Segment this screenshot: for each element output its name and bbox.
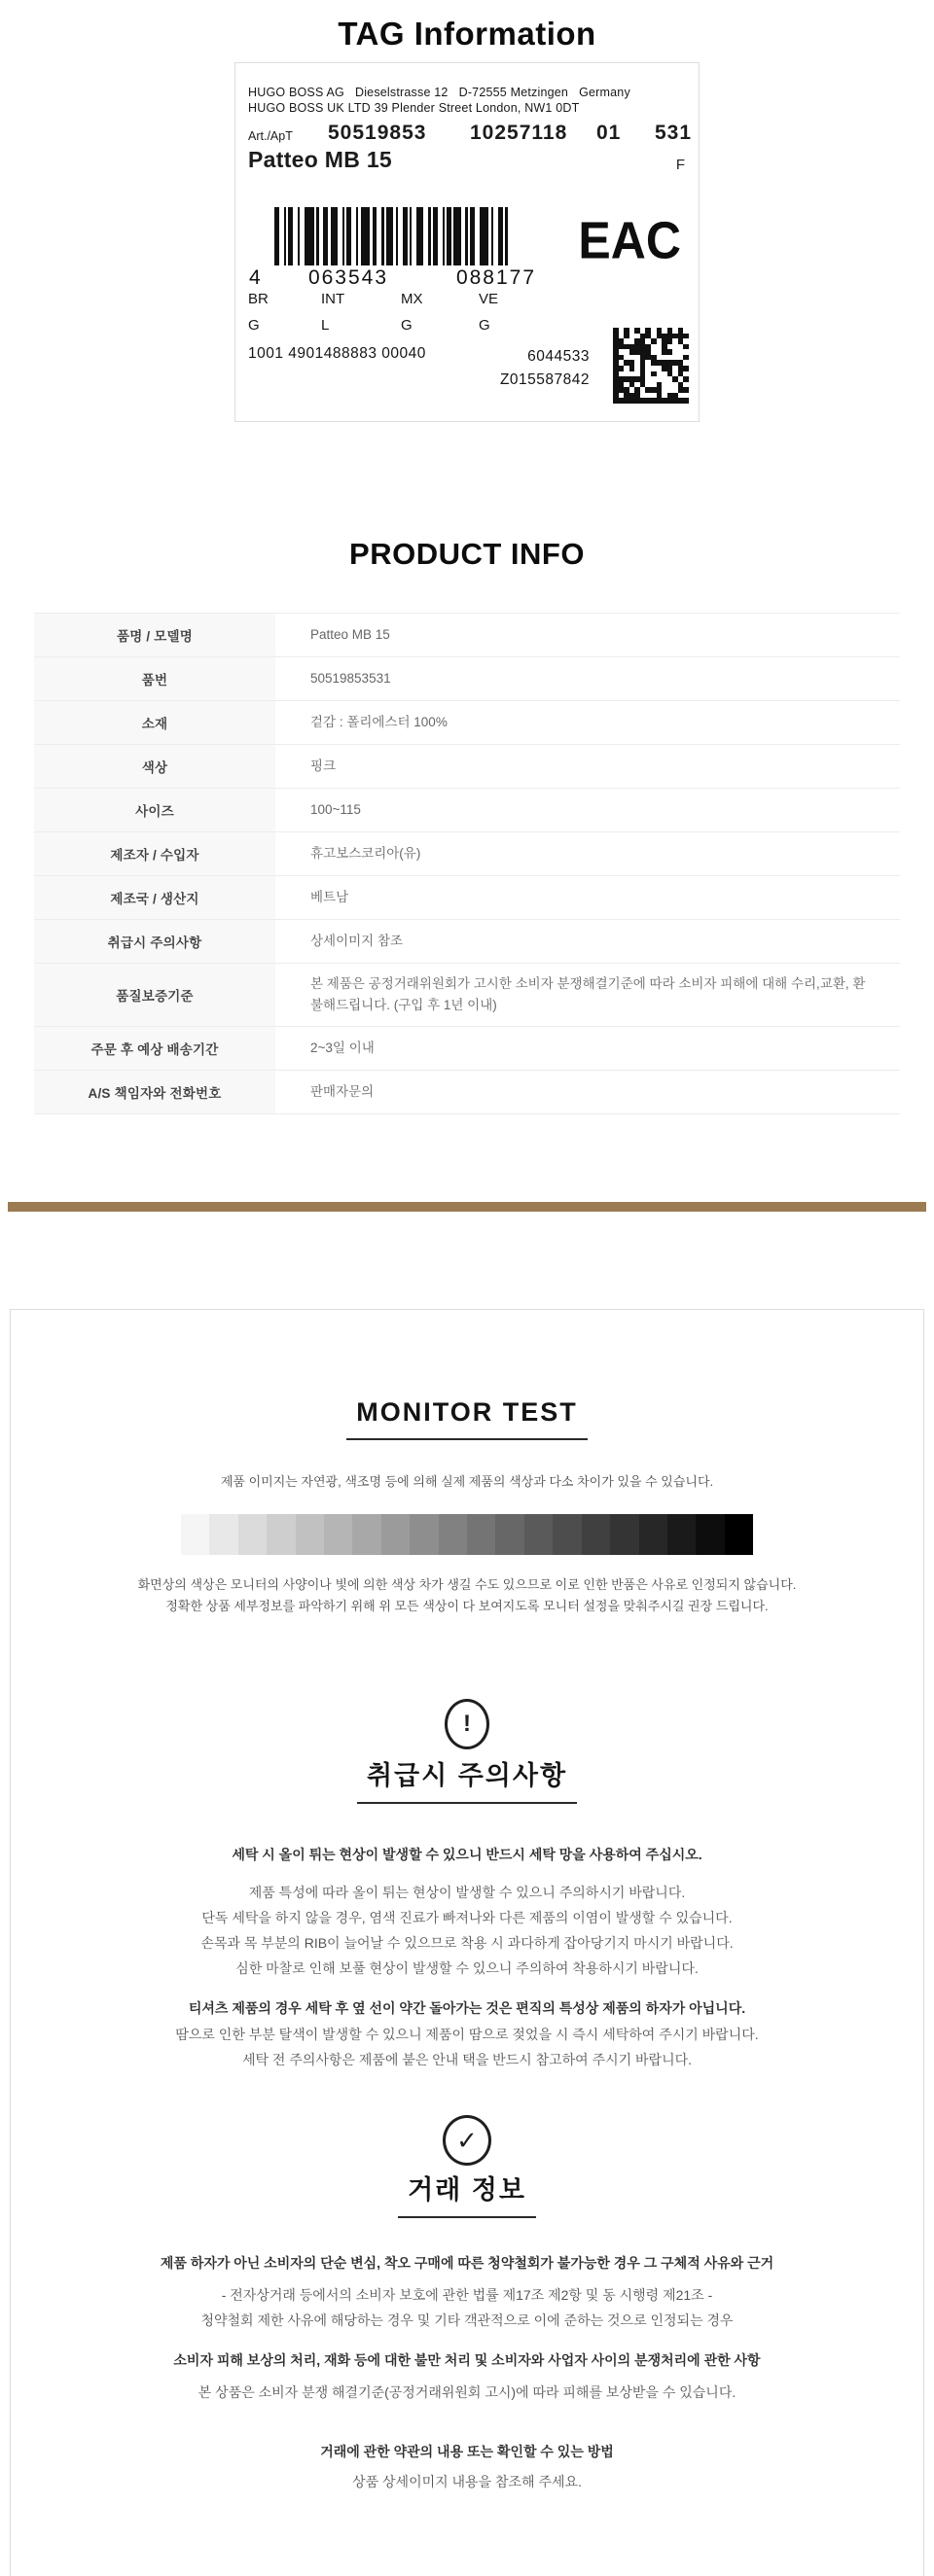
art-number-3: 01 [596, 122, 622, 144]
model-name: Patteo MB 15 [248, 147, 393, 172]
size-grid-header: BR [248, 291, 269, 307]
tag-bottom-right-numbers [500, 345, 590, 392]
row-value: 핑크 [310, 758, 337, 773]
care-line: 제품 특성에 따라 올이 튀는 현상이 발생할 수 있으니 주의하시기 바랍니다. [248, 1885, 686, 1900]
size-grid-value: G [248, 317, 260, 334]
check-icon: ✓ [443, 2115, 491, 2166]
care-lead: 세탁 시 올이 튀는 현상이 발생할 수 있으니 반드시 세탁 망을 사용하여 주십시오. [232, 1847, 702, 1862]
monitor-intro: 제품 이미지는 자연광, 색조명 등에 의해 실제 제품의 색상과 다소 차이가 있을 수 있습니다. [220, 1474, 714, 1489]
trade-heading: 소비자 피해 보상의 처리, 재화 등에 대한 불만 처리 및 소비자와 사업자 사이의 분쟁처리에 관한 사항 [173, 2352, 761, 2368]
row-value: 베트남 [310, 889, 349, 904]
size-letter: F [675, 157, 685, 173]
row-value: Patteo MB 15 [310, 626, 390, 642]
hang-tag [234, 62, 700, 422]
table-row [34, 1071, 900, 1114]
art-number-2: 10257118 [470, 122, 568, 144]
row-label: A/S 책임자와 전화번호 [34, 1071, 275, 1113]
trade-heading: 거래에 관한 약관의 내용 또는 확인할 수 있는 방법 [320, 2444, 614, 2459]
care-line: 세탁 전 주의사항은 제품에 붙은 안내 택을 반드시 참고하여 주시기 바랍니다. [241, 2052, 693, 2067]
tag-information-title: TAG Information [338, 16, 596, 52]
row-label: 품명 / 모델명 [34, 614, 275, 656]
art-label: Art./ApT [248, 129, 293, 143]
eac-logo: EAC [578, 210, 681, 270]
care-line: 땀으로 인한 부분 탈색이 발생할 수 있으니 제품이 땀으로 젖었을 시 즉시 세탁하여 주시기 바랍니다. [175, 2027, 759, 2042]
trade-line: 청약철회 제한 사유에 해당하는 경우 및 기타 객관적으로 이에 준하는 것으로 인정되는 경우 [200, 2312, 734, 2328]
barcode-group-2: 088177 [455, 266, 537, 289]
size-grid-value: G [401, 317, 413, 334]
row-value: 휴고보스코리아(유) [310, 845, 421, 861]
monitor-note-2: 정확한 상품 세부정보를 파악하기 위해 위 모든 색상이 다 보여지도록 모니터 설정을 맞춰주시길 권장 드립니다. [165, 1599, 769, 1613]
trade-line: 상품 상세이미지 내용을 참조해 주세요. [352, 2474, 582, 2489]
art-number-4: 531 [655, 122, 693, 144]
care-lead-2: 티셔츠 제품의 경우 세탁 후 옆 선이 약간 돌아가는 것은 편직의 특성상 제품의 하자가 아닙니다. [188, 2000, 746, 2016]
barcode-group-1: 063543 [307, 266, 389, 289]
art-number-1: 50519853 [328, 122, 427, 144]
table-row [34, 657, 900, 701]
row-value: 본 제품은 공정거래위원회가 고시한 소비자 분쟁해결기준에 따라 소비자 피해에 대해 수리,교환, 환불해드립니다. (구입 후 1년 이내) [310, 975, 866, 1012]
size-grid-value: L [321, 317, 330, 334]
table-row [34, 701, 900, 745]
row-value: 상세이미지 참조 [310, 933, 404, 948]
row-label: 품번 [34, 657, 275, 700]
size-grid-header: MX [401, 291, 423, 307]
trade-heading: 제품 하자가 아닌 소비자의 단순 변심, 착오 구매에 따른 청약철회가 불가능한 경우 그 구체적 사유와 근거 [160, 2255, 774, 2271]
table-row [34, 964, 900, 1027]
info-panel [10, 1309, 924, 2576]
tag-right-number-1: 6044533 [527, 348, 590, 365]
trade-line: 본 상품은 소비자 분쟁 해결기준(공정거래위원회 고시)에 따라 피해를 보상받을 수 있습니다. [198, 2384, 736, 2400]
table-row [34, 614, 900, 657]
row-label: 소재 [34, 701, 275, 744]
care-line: 손목과 목 부분의 RIB이 늘어날 수 있으므로 착용 시 과다하게 잡아당기지 마시기 바랍니다. [200, 1935, 734, 1951]
barcode-digits [249, 266, 570, 290]
row-label: 제조자 / 수입자 [34, 832, 275, 875]
monitor-note-1: 화면상의 색상은 모니터의 사양이나 빛에 의한 색상 차가 생길 수도 있으므로 이로 인한 반품은 사유로 인정되지 않습니다. [137, 1577, 797, 1592]
table-row [34, 745, 900, 789]
row-label: 품질보증기준 [34, 964, 275, 1026]
trade-line: - 전자상거래 등에서의 소비자 보호에 관한 법률 제17조 제2항 및 동 시행령 제21조 - [221, 2287, 713, 2303]
datamatrix-code-icon [613, 328, 689, 404]
trade-title: 거래 정보 [398, 2175, 536, 2218]
row-value: 50519853531 [310, 670, 391, 686]
monitor-test-title: MONITOR TEST [346, 1397, 588, 1440]
table-row [34, 789, 900, 832]
size-grid-header: INT [321, 291, 345, 307]
tag-right-number-2: Z015587842 [499, 371, 590, 388]
row-value: 2~3일 이내 [310, 1040, 375, 1055]
tag-address [248, 85, 630, 116]
row-label: 색상 [34, 745, 275, 788]
barcode-first-digit: 4 [249, 266, 261, 289]
product-info-title: PRODUCT INFO [349, 537, 585, 571]
address-line-1: HUGO BOSS AG Dieselstrasse 12 D-72555 Metzingen Germany [248, 86, 630, 99]
article-number-row [248, 122, 693, 147]
table-row [34, 876, 900, 920]
grayscale-bar [181, 1514, 753, 1555]
barcode-bars-icon [274, 207, 558, 265]
table-row [34, 920, 900, 964]
row-value: 100~115 [310, 801, 361, 817]
care-line: 심한 마찰로 인해 보풀 현상이 발생할 수 있으니 주의하여 착용하시기 바랍니다. [235, 1960, 699, 1976]
section-divider [8, 1202, 926, 1212]
size-grid-value: G [479, 317, 490, 334]
row-label: 사이즈 [34, 789, 275, 831]
row-value: 겉감 : 폴리에스터 100% [310, 714, 448, 729]
exclamation-icon: ! [445, 1699, 489, 1749]
care-title: 취급시 주의사항 [357, 1761, 577, 1804]
care-line: 단독 세탁을 하지 않을 경우, 염색 진료가 빠져나와 다른 제품의 이염이 발생할 수 있습니다. [201, 1910, 733, 1925]
row-label: 취급시 주의사항 [34, 920, 275, 963]
row-label: 주문 후 예상 배송기간 [34, 1027, 275, 1070]
product-info-table [34, 613, 900, 1114]
tag-bottom-left-number: 1001 4901488883 00040 [248, 345, 426, 362]
barcode [249, 207, 570, 290]
size-grid-header: VE [479, 291, 499, 307]
row-label: 제조국 / 생산지 [34, 876, 275, 919]
row-value: 판매자문의 [310, 1083, 375, 1099]
table-row [34, 1027, 900, 1071]
address-line-2: HUGO BOSS UK LTD 39 Plender Street London, NW1 0DT [248, 101, 580, 115]
table-row [34, 832, 900, 876]
